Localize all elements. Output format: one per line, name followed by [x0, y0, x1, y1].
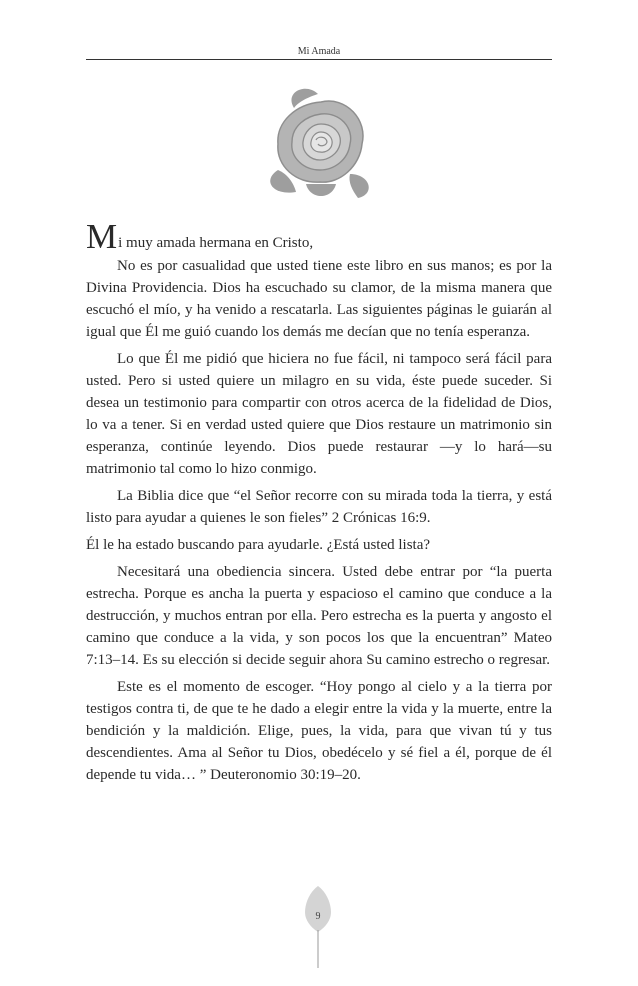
paragraph: Necesitará una obediencia sincera. Usted debe entrar por “la puerta estrecha. Porque es ancha la puerta y espacioso el camino que conduce a la destrucción, y muchos entran por ella. Pero estrecha es la puerta y angosto el camino que conduce a la vida, y son pocos los que la encuentran” Mateo 7:13–14. Es su elección si decide seguir ahora Su camino estrecho o regresar. [86, 564, 552, 668]
running-header: Mi Amada [297, 46, 341, 57]
body-text [86, 217, 552, 791]
paragraph: No es por casualidad que usted tiene este libro en sus manos; es por la Divina Providencia. Dios ha escuchado su clamor, de la misma manera que escuchó el mío, y ha venido a rescatarla. Las siguientes páginas le guiarán al igual que Él me guió cuando los demás me decían que no tenía esperanza. [86, 258, 552, 340]
salutation-paragraph [86, 217, 552, 256]
header-rule [86, 59, 552, 60]
salutation: i muy amada hermana en Cristo, [118, 235, 314, 251]
page-number: 9 [315, 911, 321, 922]
paragraph: Este es el momento de escoger. “Hoy pongo al cielo y a la tierra por testigos contra ti, de que te he dado a elegir entre la vida y la muerte, entre la bendición y la maldición. Elige, pues, la vida, para que vivan tú y tus descendientes. Ama al Señor tu Dios, obedécelo y sé fiel a él, porque de él depende tu vida… ” Deuteronomio 30:19–20. [86, 679, 552, 783]
rose-icon [266, 84, 376, 202]
paragraph: Él le ha estado buscando para ayudarle. ¿Está usted lista? [86, 537, 431, 553]
paragraph: Lo que Él me pidió que hiciera no fue fácil, ni tampoco será fácil para usted. Pero si usted quiere un milagro en su vida, éste puede suceder. Si desea un testimonio para compartir con otros acerca de la fidelidad de Dios, lo va a tener. Si en verdad usted quiere que Dios restaure un matrimonio sin esperanza, continúe leyendo. Dios puede restaurar —y lo hará—su matrimonio tal como lo hizo conmigo. [86, 351, 552, 477]
paragraph: La Biblia dice que “el Señor recorre con su mirada toda la tierra, y está listo para ayudar a quienes le son fieles” 2 Crónicas 16:9. [86, 488, 552, 526]
drop-cap: M [86, 217, 118, 256]
leaf-icon [303, 884, 333, 968]
